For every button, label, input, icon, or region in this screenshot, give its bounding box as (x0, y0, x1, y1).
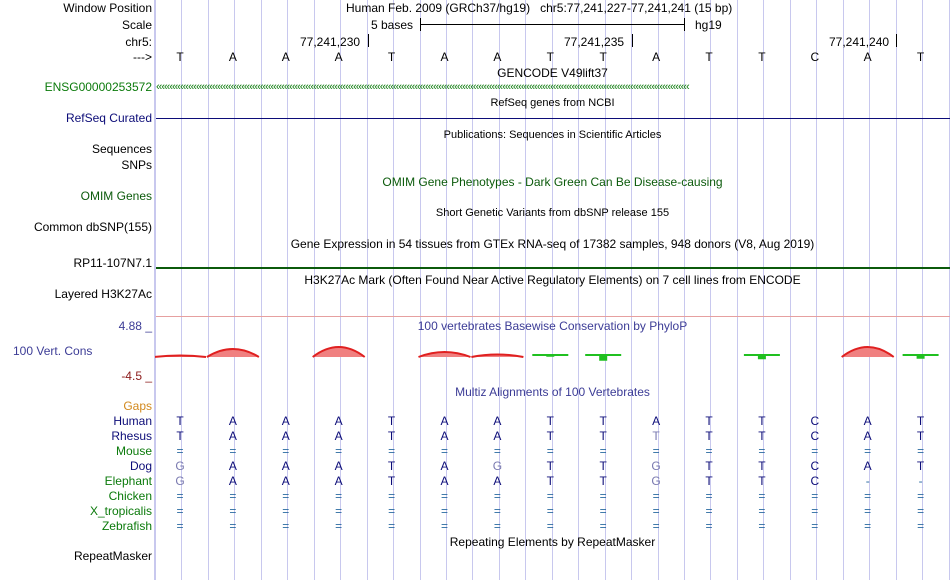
alignment-base: = (705, 519, 713, 533)
alignment-base: A (440, 429, 449, 443)
alignment-base: T (599, 459, 607, 473)
sequence-base: A (863, 50, 872, 64)
gencode-track-label[interactable]: ENSG00000253572 (44, 80, 152, 94)
gtex-gene-feature[interactable] (156, 267, 950, 269)
alignment-base: T (758, 474, 766, 488)
dbsnp-track-label[interactable]: Common dbSNP(155) (33, 220, 152, 234)
alignment-base: T (387, 459, 396, 473)
alignment-base: = (864, 504, 872, 518)
strand-label: ---> (133, 50, 152, 64)
alignment-base: = (440, 504, 448, 518)
phylop-track-title: 100 vertebrates Basewise Conservation by PhyloP (417, 319, 688, 333)
phylop-score-mark (532, 355, 568, 356)
alignment-base: = (546, 519, 554, 533)
alignment-base: A (334, 474, 343, 488)
alignment-base: T (176, 414, 184, 428)
alignment-species-label[interactable]: Human (113, 414, 152, 428)
alignment-base: = (335, 489, 343, 503)
alignment-base: A (334, 459, 343, 473)
alignment-species-label[interactable]: Elephant (104, 474, 152, 488)
alignment-species-label[interactable]: Zebrafish (101, 519, 152, 533)
alignment-base: = (229, 504, 237, 518)
gencode-track-title: GENCODE V49lift37 (497, 66, 608, 80)
alignment-base: = (546, 504, 554, 518)
alignment-base: T (758, 459, 766, 473)
alignment-base: = (758, 489, 766, 503)
alignment-base: = (335, 444, 343, 458)
chrom-label: chr5: (125, 35, 152, 49)
window-position-label: Window Position (63, 1, 152, 15)
phylop-score-mark (842, 347, 894, 357)
phylop-min-label: -4.5 _ (121, 369, 152, 383)
alignment-base: A (863, 429, 872, 443)
alignment-base: T (176, 429, 184, 443)
alignment-base: = (440, 444, 448, 458)
alignment-base: = (229, 489, 237, 503)
alignment-base: A (863, 414, 872, 428)
alignment-base: T (387, 429, 396, 443)
alignment-base: T (916, 459, 925, 473)
omim-track-title: OMIM Gene Phenotypes - Dark Green Can Be Disease-causing (382, 175, 723, 189)
window-position-value: Human Feb. 2009 (GRCh37/hg19) chr5:77,241,227-77,241,241 (15 bp) (346, 1, 733, 15)
alignment-base: A (334, 414, 343, 428)
alignment-base: = (864, 519, 872, 533)
alignment-base: = (917, 504, 925, 518)
alignment-base: - (918, 474, 923, 488)
multiz-gaps-label[interactable]: Gaps (123, 399, 152, 413)
alignment-base: C (810, 429, 820, 443)
scale-text: 5 bases (371, 18, 414, 32)
dbsnp-track-title: Short Genetic Variants from dbSNP release 155 (435, 207, 670, 219)
alignment-base: = (546, 489, 554, 503)
publications-sequences-label[interactable]: Sequences (91, 142, 152, 156)
alignment-base: T (546, 474, 554, 488)
alignment-base: = (758, 504, 766, 518)
refseq-track-title: RefSeq genes from NCBI (490, 97, 615, 109)
alignment-base: = (705, 444, 713, 458)
alignment-base: T (599, 414, 607, 428)
alignment-base: A (228, 414, 237, 428)
alignment-base: G (651, 459, 661, 473)
position-tick-label: 77,241,235 (564, 35, 625, 49)
sequence-base: C (810, 50, 820, 64)
alignment-base: G (651, 474, 661, 488)
alignment-base: = (599, 504, 607, 518)
alignment-base: G (175, 474, 185, 488)
alignment-base: A (281, 474, 290, 488)
alignment-base: T (758, 414, 766, 428)
alignment-base: T (705, 429, 713, 443)
alignment-base: = (705, 504, 713, 518)
alignment-base: A (863, 459, 872, 473)
alignment-base: A (440, 414, 449, 428)
phylop-score-mark (471, 355, 523, 358)
alignment-base: C (810, 414, 820, 428)
alignment-base: = (388, 444, 396, 458)
h3k27ac-track-title: H3K27Ac Mark (Often Found Near Active Regulatory Elements) on 7 cell lines from ENCODE (304, 273, 801, 287)
alignment-base: A (281, 429, 290, 443)
alignment-base: A (493, 429, 502, 443)
alignment-base: = (388, 504, 396, 518)
alignment-base: = (811, 489, 819, 503)
alignment-base: = (282, 489, 290, 503)
alignment-base: A (493, 414, 502, 428)
alignment-base: T (546, 414, 554, 428)
alignment-base: T (758, 429, 766, 443)
alignment-base: = (493, 444, 501, 458)
phylop-track-label[interactable]: 100 Vert. Cons (13, 344, 93, 358)
sequence-base: T (176, 50, 184, 64)
alignment-base: = (599, 519, 607, 533)
alignment-base: = (493, 519, 501, 533)
alignment-base: G (175, 459, 185, 473)
alignment-base: = (176, 519, 184, 533)
alignment-base: = (493, 504, 501, 518)
alignment-species-label[interactable]: Mouse (115, 444, 152, 458)
alignment-base: = (229, 444, 237, 458)
sequence-base: T (916, 50, 925, 64)
alignment-base: C (810, 459, 820, 473)
alignment-base: A (334, 429, 343, 443)
alignment-base: T (705, 474, 713, 488)
alignment-base: = (811, 504, 819, 518)
alignment-species-label[interactable]: X_tropicalis (89, 504, 152, 518)
alignment-base: T (652, 429, 660, 443)
alignment-species-label[interactable]: Chicken (108, 489, 152, 503)
alignment-base: = (229, 519, 237, 533)
scale-bar-left-tick (420, 18, 421, 31)
position-tick-mark (896, 34, 897, 47)
alignment-base: = (811, 519, 819, 533)
alignment-base: = (652, 504, 660, 518)
alignment-base: T (916, 414, 925, 428)
alignment-base: = (917, 444, 925, 458)
alignment-base: = (335, 504, 343, 518)
alignment-base: = (388, 519, 396, 533)
alignment-base: = (811, 444, 819, 458)
alignment-base: = (599, 444, 607, 458)
position-tick-label: 77,241,230 (300, 35, 361, 49)
gtex-track-label[interactable]: RP11-107N7.1 (73, 256, 152, 270)
scale-bar (420, 24, 684, 25)
sequence-base: A (652, 50, 661, 64)
sequence-base: A (493, 50, 502, 64)
phylop-score-mark (207, 349, 259, 357)
multiz-track-title: Multiz Alignments of 100 Vertebrates (455, 385, 650, 399)
phylop-score-mark (903, 355, 939, 358)
sequence-base: T (599, 50, 607, 64)
sequence-base: T (387, 50, 396, 64)
alignment-base: = (176, 444, 184, 458)
sequence-base: T (705, 50, 713, 64)
publications-snps-label[interactable]: SNPs (121, 158, 152, 172)
repeatmasker-track-title: Repeating Elements by RepeatMasker (449, 535, 656, 549)
repeatmasker-track-label[interactable]: RepeatMasker (73, 549, 152, 563)
alignment-base: = (282, 504, 290, 518)
alignment-base: = (335, 519, 343, 533)
phylop-score-mark (744, 355, 780, 358)
alignment-base: = (758, 444, 766, 458)
alignment-species-label[interactable]: Dog (129, 459, 152, 473)
alignment-base: A (440, 474, 449, 488)
alignment-base: C (810, 474, 820, 488)
phylop-conservation-plot[interactable] (155, 330, 950, 380)
alignment-base: T (546, 459, 554, 473)
h3k27ac-signal-baseline (156, 316, 950, 317)
alignment-base: = (652, 489, 660, 503)
sequence-base: A (334, 50, 343, 64)
alignment-base: = (176, 489, 184, 503)
sequence-base: T (758, 50, 766, 64)
alignment-base: = (599, 489, 607, 503)
position-tick-mark (632, 34, 633, 47)
phylop-score-mark (585, 355, 621, 360)
h3k27ac-track-label[interactable]: Layered H3K27Ac (54, 287, 152, 301)
alignment-base: = (282, 519, 290, 533)
alignment-base: T (705, 414, 713, 428)
alignment-base: = (388, 489, 396, 503)
alignment-base: A (281, 459, 290, 473)
alignment-base: = (917, 519, 925, 533)
alignment-base: = (546, 444, 554, 458)
gencode-gene-feature[interactable]: ‹‹‹‹‹‹‹‹‹‹‹‹‹‹‹‹‹‹‹‹‹‹‹‹‹‹‹‹‹‹‹‹‹‹‹‹‹‹‹‹‹‹‹‹‹‹‹‹‹‹‹‹‹‹‹‹‹‹‹‹‹‹‹‹‹‹‹‹‹‹‹‹‹‹‹‹‹‹‹‹‹‹‹‹‹‹‹‹‹‹‹‹‹‹‹‹‹‹‹‹‹‹‹‹‹‹‹‹‹‹‹‹‹‹‹‹‹‹‹‹‹‹‹‹‹‹‹‹‹‹‹‹‹‹‹‹‹‹‹‹‹‹‹‹‹‹‹‹‹‹‹‹‹‹‹‹‹‹‹‹‹‹‹‹‹‹‹‹‹‹‹‹‹‹‹‹‹‹‹‹‹‹‹‹‹‹‹‹‹‹‹‹‹‹‹‹‹‹‹‹ (156, 81, 689, 93)
alignment-base: T (916, 429, 925, 443)
sequence-base: T (546, 50, 554, 64)
alignment-base: = (705, 489, 713, 503)
assembly-label: hg19 (695, 18, 722, 32)
alignment-base: = (176, 504, 184, 518)
alignment-base: = (652, 444, 660, 458)
alignment-species-label[interactable]: Rhesus (111, 429, 152, 443)
alignment-base: A (440, 459, 449, 473)
alignment-base: A (652, 414, 661, 428)
publications-track-title: Publications: Sequences in Scientific Articles (443, 129, 662, 141)
alignment-base: T (387, 414, 396, 428)
alignment-base: T (705, 459, 713, 473)
alignment-base: T (599, 429, 607, 443)
alignment-base: = (917, 489, 925, 503)
position-tick-mark (368, 34, 369, 47)
refseq-track-label[interactable]: RefSeq Curated (65, 111, 152, 125)
phylop-score-mark (155, 356, 206, 358)
alignment-base: A (228, 474, 237, 488)
alignment-base: = (440, 489, 448, 503)
alignment-base: G (492, 459, 503, 473)
sequence-base: A (281, 50, 290, 64)
alignment-base: = (864, 444, 872, 458)
alignment-base: T (546, 429, 554, 443)
refseq-gene-feature[interactable] (156, 118, 950, 119)
alignment-base: = (864, 489, 872, 503)
scale-label: Scale (121, 18, 152, 32)
gtex-track-title: Gene Expression in 54 tissues from GTEx RNA-seq of 17382 samples, 948 donors (V8, Aug 2019) (290, 237, 815, 251)
alignment-base: = (652, 519, 660, 533)
phylop-score-mark (419, 352, 471, 357)
sequence-base: A (228, 50, 237, 64)
phylop-max-label: 4.88 _ (118, 319, 152, 333)
alignment-base: A (228, 459, 237, 473)
alignment-base: = (493, 489, 501, 503)
alignment-base: - (865, 474, 870, 488)
phylop-score-mark (313, 347, 365, 357)
scale-bar-right-tick (684, 18, 685, 31)
alignment-base: = (758, 519, 766, 533)
alignment-base: = (440, 519, 448, 533)
sequence-base: A (440, 50, 449, 64)
omim-track-label[interactable]: OMIM Genes (80, 189, 152, 203)
label-separator (154, 0, 155, 580)
alignment-base: T (599, 474, 607, 488)
alignment-base: = (282, 444, 290, 458)
position-tick-label: 77,241,240 (829, 35, 890, 49)
alignment-base: T (387, 474, 396, 488)
alignment-base: A (228, 429, 237, 443)
alignment-base: A (281, 414, 290, 428)
alignment-base: A (493, 474, 502, 488)
